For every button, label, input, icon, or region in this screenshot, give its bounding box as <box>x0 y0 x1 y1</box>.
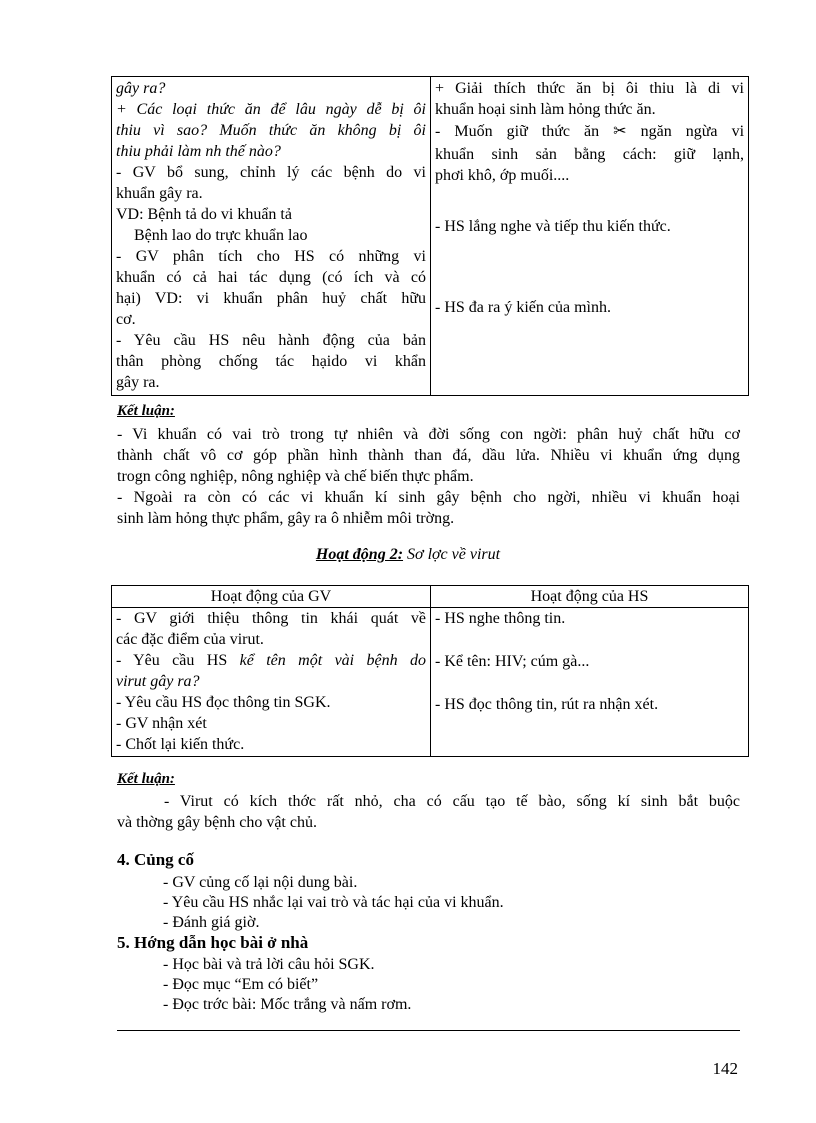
table1-right-line: khuẩn sinh sản bằng cách: giữ lạnh, <box>435 146 744 163</box>
table1-right-line: - HS lắng nghe và tiếp thu kiến thức. <box>435 218 671 235</box>
table1-line: hại) VD: vi khuẩn phân huỷ chất hữu <box>116 290 426 307</box>
table1-line: cơ. <box>116 311 136 328</box>
table2-line: - Chốt lại kiến thức. <box>116 736 245 753</box>
page-number: 142 <box>712 1059 738 1078</box>
table2-text: kể tên một vài bệnh do <box>239 652 427 669</box>
table1-right-line: phơi khô, ớp muối.... <box>435 167 570 184</box>
table2-right-line: - HS đọc thông tin, rút ra nhận xét. <box>435 696 659 713</box>
table1-line: khuẩn có cả hai tác dụng (có ích và có <box>116 269 426 286</box>
table1-line: - Yêu cầu HS nêu hành động của bản <box>116 332 426 349</box>
activity-table-continued <box>111 76 749 396</box>
conclusion-line: - Virut có kích thớc rất nhỏ, cha có cấu tạo tế bào, sống kí sinh bắt buộc <box>164 793 740 810</box>
table2-line: virut gây ra? <box>116 673 200 690</box>
table1-line: gây ra. <box>116 374 160 391</box>
table1-line: VD: Bệnh tả do vi khuẩn tả <box>116 206 292 223</box>
table2-line: - GV nhận xét <box>116 715 207 732</box>
conclusion-line: và thờng gây bệnh cho vật chủ. <box>117 814 317 831</box>
list-item: - Yêu cầu HS nhắc lại vai trò và tác hại của vi khuẩn. <box>163 894 504 911</box>
list-item: - Đọc trớc bài: Mốc trắng và nấm rơm. <box>163 996 412 1013</box>
section-5-title: 5. Hớng dẫn học bài ở nhà <box>117 933 309 952</box>
conclusion-line: sinh làm hỏng thực phẩm, gây ra ô nhiễm môi trờng. <box>117 510 455 527</box>
conclusion-line: - Vi khuẩn có vai trò trong tự nhiên và đời sống con ngời: phân huỷ chất hữu cơ <box>117 426 740 443</box>
table1-right-text: ngăn ngừa vi <box>640 123 745 140</box>
table1-line: Bệnh lao do trực khuẩn lao <box>134 227 308 244</box>
table1-right-line: - HS đa ra ý kiến của mình. <box>435 299 611 316</box>
conclusion-title: Kết luận: <box>117 771 175 787</box>
list-item: - Đọc mục “Em có biết” <box>163 976 319 993</box>
list-item: - Đánh giá giờ. <box>163 914 260 931</box>
table1-line: thiu vì sao? Muốn thức ăn không bị ôi <box>116 122 426 139</box>
table1-line: + Các loại thức ăn để lâu ngày dễ bị ôi <box>116 101 426 118</box>
hs-column-cell <box>431 77 749 396</box>
conclusion-text <box>117 424 740 529</box>
table2-line: - Yêu cầu HS đọc thông tin SGK. <box>116 694 331 711</box>
table2-line: các đặc điểm của virut. <box>116 631 264 648</box>
section-4-list <box>163 873 504 933</box>
conclusion-text <box>117 791 740 833</box>
conclusion-title: Kết luận: <box>117 403 175 419</box>
table1-line: gây ra? <box>116 80 166 97</box>
activity-title: Sơ lợc về virut <box>403 546 501 563</box>
table2-right-line: - HS nghe thông tin. <box>435 610 566 627</box>
table1-line: - GV phân tích cho HS có những vi <box>116 248 426 265</box>
table1-right-line: khuẩn hoại sinh làm hỏng thức ăn. <box>435 101 656 118</box>
table1-line: khuẩn gây ra. <box>116 185 203 202</box>
table1-right-line: + Giải thích thức ăn bị ôi thiu là di vi <box>435 80 744 97</box>
section-5-list <box>163 955 411 1015</box>
conclusion-line: thành chất vô cơ góp phần hình thành than đá, dầu lửa. Nhiều vi khuẩn ứng dụng <box>117 447 740 464</box>
gv-column-cell <box>112 77 431 396</box>
conclusion-line: trogn công nghiệp, nông nghiệp và chế biến thực phẩm. <box>117 468 474 485</box>
table1-line: thiu phải làm nh thế nào? <box>116 143 281 160</box>
activity-table <box>111 585 749 757</box>
list-item: - Học bài và trả lời câu hỏi SGK. <box>163 956 375 973</box>
table2-line <box>116 650 426 671</box>
table1-line: thân phòng chống tác hạido vi khẩn <box>116 353 426 370</box>
list-item: - GV củng cố lại nội dung bài. <box>163 874 358 891</box>
activity-heading <box>0 546 816 564</box>
table1-right-text: - Muốn giữ thức ăn <box>435 123 600 140</box>
table1-line: - GV bổ sung, chỉnh lý các bệnh do vi <box>116 164 426 181</box>
hs-column-cell <box>431 608 749 757</box>
footer-divider <box>117 1030 740 1031</box>
activity-label: Hoạt động 2: <box>315 546 404 563</box>
gv-column-cell <box>112 608 431 757</box>
table1-right-line <box>435 120 744 144</box>
table2-line: - GV giới thiệu thông tin khái quát về <box>116 610 426 627</box>
conclusion-line: - Ngoài ra còn có các vi khuẩn kí sinh gây bệnh cho ngời, nhiều vi khuẩn hoại <box>117 489 740 506</box>
header-hs: Hoạt động của HS <box>431 586 749 608</box>
table2-right-line: - Kể tên: HIV; cúm gà... <box>435 653 590 670</box>
section-4-title: 4. Củng cố <box>117 850 194 869</box>
table2-text: - Yêu cầu HS <box>116 652 228 669</box>
header-gv: Hoạt động của GV <box>112 586 431 608</box>
scissors-icon: ✂ <box>613 123 627 140</box>
